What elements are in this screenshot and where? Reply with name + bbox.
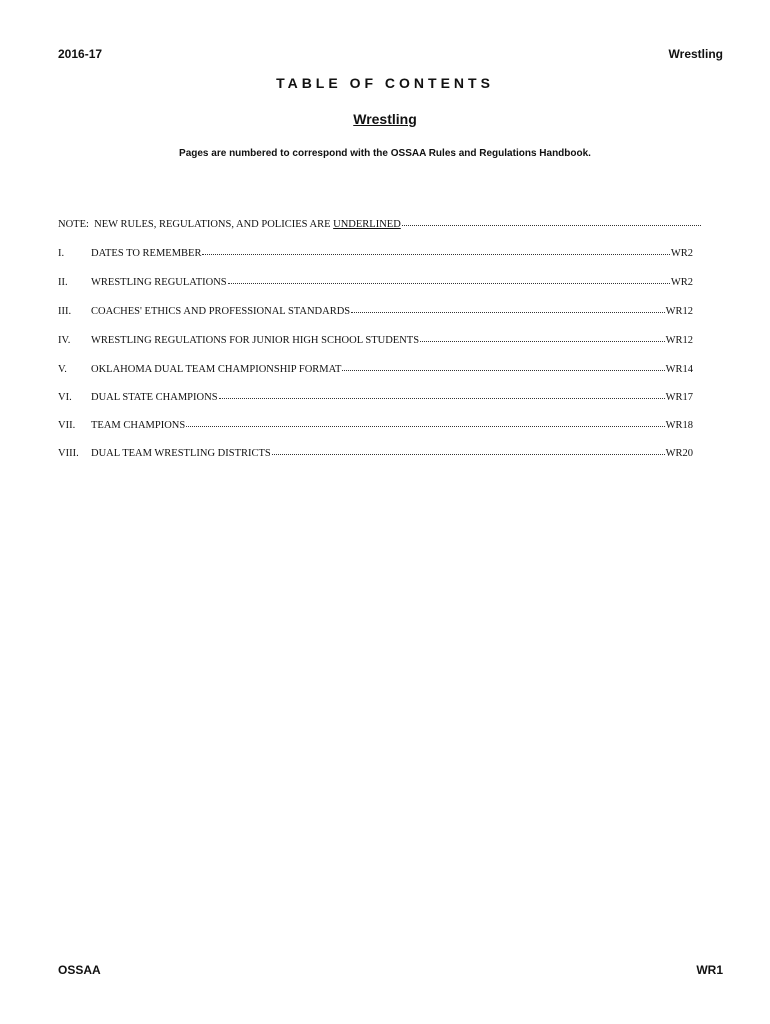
intro-note: Pages are numbered to correspond with the OSSAA Rules and Regulations Handbook. xyxy=(179,148,591,159)
toc-page: WR18 xyxy=(665,420,693,431)
toc-page: WR2 xyxy=(670,277,693,288)
toc-row xyxy=(58,304,693,318)
toc-number: VIII. xyxy=(58,448,79,459)
toc-row xyxy=(58,418,693,432)
toc-leader xyxy=(228,275,670,285)
toc-page: WR17 xyxy=(665,392,693,403)
page-title: TABLE OF CONTENTS xyxy=(276,75,494,91)
note-prefix: NOTE: NEW RULES, REGULATIONS, AND POLICIES ARE xyxy=(58,219,334,230)
toc-number: I. xyxy=(58,248,65,259)
footer-organization: OSSAA xyxy=(58,963,101,977)
toc-label: WRESTLING REGULATIONS xyxy=(91,277,227,288)
header-season: 2016-17 xyxy=(58,47,103,61)
toc-label: DUAL TEAM WRESTLING DISTRICTS xyxy=(91,448,271,459)
note-underlined: UNDERLINED xyxy=(333,219,401,230)
toc-row xyxy=(58,362,693,376)
toc-number: VII. xyxy=(58,420,76,431)
toc-row xyxy=(58,333,693,347)
toc-leader xyxy=(351,304,664,314)
toc-number: III. xyxy=(58,306,72,317)
toc-number: VI. xyxy=(58,392,72,403)
toc-label: WRESTLING REGULATIONS FOR JUNIOR HIGH SCHOOL STUDENTS xyxy=(91,335,420,346)
toc-page: WR14 xyxy=(665,364,693,375)
toc-leader xyxy=(219,390,665,400)
toc-number: IV. xyxy=(58,335,71,346)
toc-page: WR12 xyxy=(665,306,693,317)
toc-leader xyxy=(272,446,665,456)
toc-row xyxy=(58,390,693,404)
toc-label: TEAM CHAMPIONS xyxy=(91,420,186,431)
note-leader xyxy=(402,217,701,227)
footer-page-number: WR1 xyxy=(696,963,723,977)
toc-page: WR2 xyxy=(670,248,693,259)
toc-row xyxy=(58,275,693,289)
toc-row xyxy=(58,446,693,460)
toc-label: OKLAHOMA DUAL TEAM CHAMPIONSHIP FORMAT xyxy=(91,364,342,375)
page-subtitle: Wrestling xyxy=(353,111,417,127)
toc-leader xyxy=(342,362,664,372)
toc-leader xyxy=(420,333,665,343)
toc-label: COACHES' ETHICS AND PROFESSIONAL STANDARDS xyxy=(91,306,351,317)
toc-number: II. xyxy=(58,277,68,288)
toc-leader xyxy=(186,418,664,428)
toc-page: WR12 xyxy=(665,335,693,346)
header-sport: Wrestling xyxy=(668,47,723,61)
toc-leader xyxy=(202,246,669,256)
toc-page: WR20 xyxy=(665,448,693,459)
note-row xyxy=(58,217,702,231)
toc-label: DUAL STATE CHAMPIONS xyxy=(91,392,218,403)
toc-label: DATES TO REMEMBER xyxy=(91,248,202,259)
toc-number: V. xyxy=(58,364,67,375)
toc-row xyxy=(58,246,693,260)
